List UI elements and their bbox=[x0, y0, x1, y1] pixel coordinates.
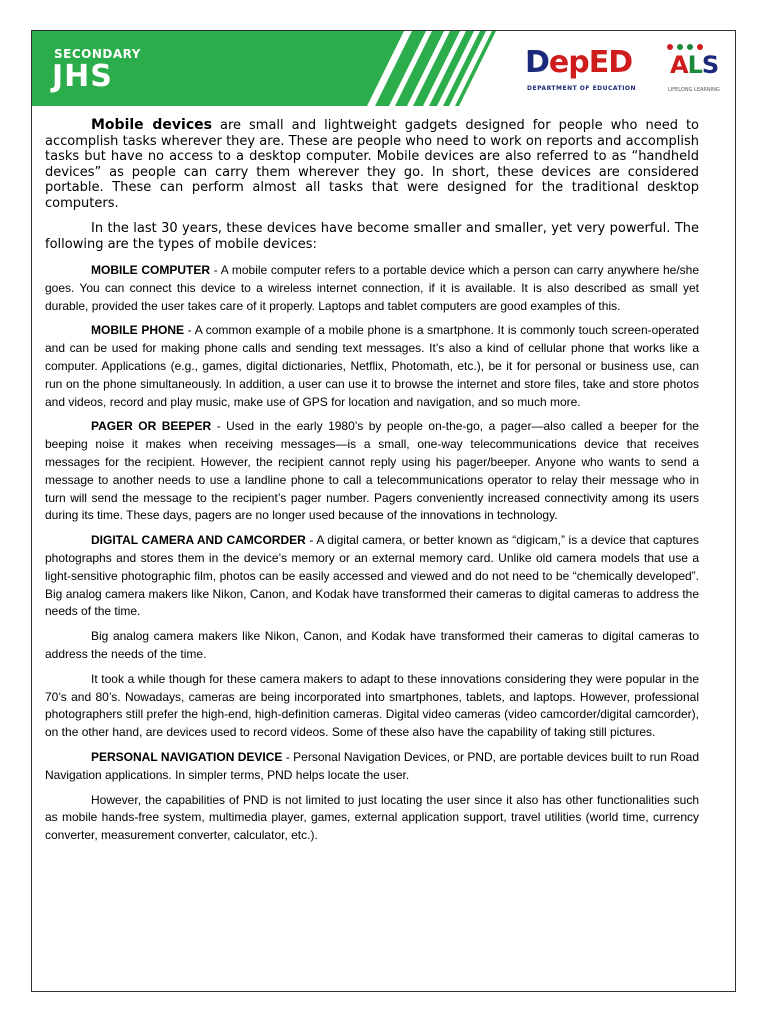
deped-subtitle: DEPARTMENT OF EDUCATION bbox=[527, 85, 637, 92]
als-letter-a: A bbox=[670, 51, 688, 79]
secondary-label: SECONDARY bbox=[54, 47, 141, 61]
section-pager bbox=[45, 418, 699, 525]
section-text: - Used in the early 1980’s by people on-the-go, a pager—also called a beeper for the beeping noise it makes when receiving messages—is a small, one-way telecommunications device that receives messages for the recipient. However, the recipient cannot reply using his pager/beeper. Anyone who wants to send a message to another needs to use a landline phone to call a telecommunications operator to relay their message who in turn will send the message to the recipient’s pager number. Pagers conveniently increased connectivity among its users during its time. These days, pagers are no longer used because of the innovations in technology. bbox=[45, 419, 699, 523]
section-title: PERSONAL NAVIGATION DEVICE bbox=[91, 749, 283, 764]
als-letter-s: S bbox=[701, 51, 719, 79]
pnd-paragraph-2: However, the capabilities of PND is not limited to just locating the user since it also has other functionalities such as mobile hands-free system, multimedia player, games, external application support, travel utilities (world time, currency converter, measurement converter, calculator, etc.). bbox=[45, 792, 699, 843]
jhs-label: JHS bbox=[52, 59, 113, 94]
section-pnd bbox=[45, 749, 699, 785]
section-text: - A digital camera, or better known as “digicam,” is a device that captures photographs and stores them in the device’s memory or an external memory card. Unlike old camera models that use a light-sensitive photographic film, photos can be easily accessed and viewed and do not need to be “chemically developed”. Big analog camera makers like Nikon, Canon, and Kodak have transformed their cameras to digital cameras to address the needs of the time. bbox=[45, 533, 700, 619]
als-letter-l: L bbox=[687, 51, 702, 79]
section-mobile-computer bbox=[45, 262, 699, 315]
deped-letters-ep: ep bbox=[548, 45, 589, 80]
document-body bbox=[45, 118, 699, 852]
section-title: DIGITAL CAMERA AND CAMCORDER bbox=[91, 533, 306, 548]
intro-paragraph-1-text: are small and lightweight gadgets designed for people who need to accomplish tasks wherever they are. These are people who need to work on reports and accomplish tasks but have no access to a desktop computer. Mobile devices are also referred to as “handheld devices” as people can carry them wherever they go. In short, these devices are considered portable. These can perform almost all tasks that were designed for the traditional desktop computers. bbox=[45, 118, 699, 211]
deped-logo bbox=[525, 45, 645, 101]
camera-paragraph-2: Big analog camera makers like Nikon, Canon, and Kodak have transformed their cameras to digital cameras to address the needs of the time. bbox=[45, 629, 699, 661]
section-mobile-phone bbox=[45, 322, 699, 411]
als-logo bbox=[666, 43, 726, 103]
intro-paragraph-2: In the last 30 years, these devices have become smaller and smaller, yet very powerful. The following are the types of mobile devices: bbox=[45, 221, 699, 252]
als-subtitle: LIFELONG LEARNING bbox=[668, 87, 720, 93]
header-banner bbox=[32, 31, 735, 106]
section-title: MOBILE COMPUTER bbox=[91, 263, 211, 277]
section-text: - A common example of a mobile phone is a smartphone. It is commonly touch screen-operated and can be used for making phone calls and sending text messages. It’s also a kind of cellular phone that works like a computer. Applications (e.g., games, digital dictionaries, Netflix, Photomath, etc.), be it for personal or business use, can run on the phone simultaneously. In addition, a user can use it to browse the internet and store files, take and store photos and videos, record and play music, make use of GPS for location and navigation, and so much more. bbox=[45, 323, 700, 409]
section-text: - Personal Navigation Devices, or PND, are portable devices built to run Road Navigation applications. In simpler terms, PND helps locate the user. bbox=[45, 749, 700, 782]
intro-paragraph-1 bbox=[45, 118, 699, 211]
section-title: MOBILE PHONE bbox=[91, 323, 185, 338]
camera-paragraph-3: It took a while though for these camera makers to adapt to these innovations considering they were popular in the 70’s and 80’s. Nowadays, cameras are being incorporated into smartphones, tablets, and laptops. However, professional photographers still prefer the high-end, high-definition cameras. Digital video cameras (video camcorder/digital camcorder), on the other hand, are devices used to record videos. Some of these also have the capability of taking still pictures. bbox=[45, 671, 699, 740]
intro-lead-term: Mobile devices bbox=[91, 117, 212, 133]
section-title: PAGER OR BEEPER bbox=[91, 419, 212, 434]
deped-letter-d: D bbox=[525, 45, 549, 80]
section-text: - A mobile computer refers to a portable device which a person can carry anywhere he/she goes. You can connect this device to a wireless internet connection, if it is available. It is also described as small yet durable, provided the user takes care of it properly. Laptops and tablet computers are good examples of this. bbox=[45, 263, 699, 313]
section-camera bbox=[45, 532, 699, 621]
als-dots-icon bbox=[666, 43, 706, 51]
deped-letters-ed: ED bbox=[588, 45, 633, 80]
